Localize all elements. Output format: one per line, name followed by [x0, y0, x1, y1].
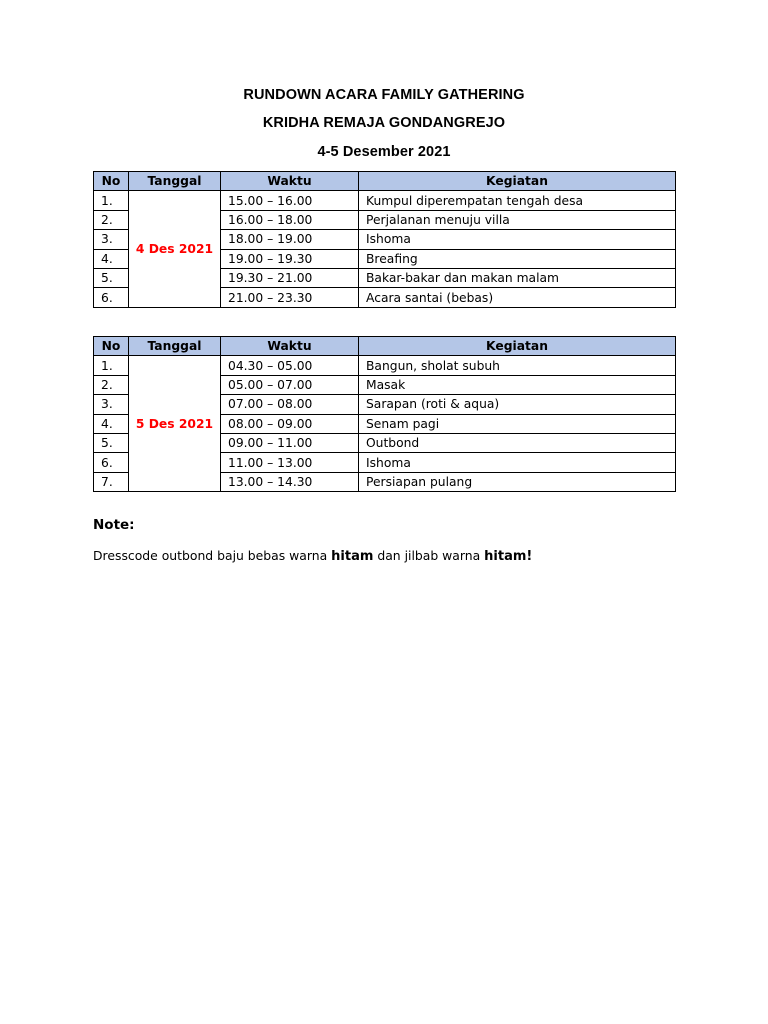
- column-header-time: Waktu: [221, 172, 359, 191]
- row-activity: Perjalanan menuju villa: [359, 210, 676, 229]
- row-time: 18.00 – 19.00: [221, 230, 359, 249]
- table-header-row: [94, 337, 676, 356]
- row-activity: Bakar-bakar dan makan malam: [359, 268, 676, 287]
- row-time: 16.00 – 18.00: [221, 210, 359, 229]
- note-emphasis: hitam!: [484, 549, 533, 564]
- row-time: 21.00 – 23.30: [221, 288, 359, 307]
- row-time: 04.30 – 05.00: [221, 356, 359, 375]
- column-header-activity: Kegiatan: [359, 337, 676, 356]
- table-header-row: [94, 172, 676, 191]
- note-text-part: dan jilbab warna: [373, 548, 485, 563]
- schedule-table-day-2: [93, 336, 676, 492]
- row-time: 15.00 – 16.00: [221, 191, 359, 210]
- row-activity: Bangun, sholat subuh: [359, 356, 676, 375]
- row-time: 07.00 – 08.00: [221, 395, 359, 414]
- document-title: RUNDOWN ACARA FAMILY GATHERING: [243, 87, 525, 103]
- row-time: 11.00 – 13.00: [221, 453, 359, 472]
- column-header-time: Waktu: [221, 337, 359, 356]
- row-activity: Ishoma: [359, 453, 676, 472]
- row-activity: Kumpul diperempatan tengah desa: [359, 191, 676, 210]
- row-time: 08.00 – 09.00: [221, 414, 359, 433]
- row-number: 3.: [94, 230, 129, 249]
- row-time: 13.00 – 14.30: [221, 472, 359, 491]
- row-number: 5.: [94, 433, 129, 452]
- row-number: 3.: [94, 395, 129, 414]
- row-number: 7.: [94, 472, 129, 491]
- row-number: 1.: [94, 191, 129, 210]
- column-header-no: No: [94, 337, 129, 356]
- organization-name: KRIDHA REMAJA GONDANGREJO: [262, 115, 506, 131]
- day-date: 4 Des 2021: [129, 191, 221, 307]
- row-number: 4.: [94, 414, 129, 433]
- row-number: 5.: [94, 268, 129, 287]
- row-number: 2.: [94, 210, 129, 229]
- row-number: 4.: [94, 249, 129, 268]
- event-dates: 4-5 Desember 2021: [317, 144, 451, 160]
- row-time: 09.00 – 11.00: [221, 433, 359, 452]
- row-time: 19.30 – 21.00: [221, 268, 359, 287]
- note-text: [93, 548, 532, 564]
- column-header-no: No: [94, 172, 129, 191]
- row-activity: Breafing: [359, 249, 676, 268]
- schedule-table-day-1: [93, 171, 676, 308]
- row-number: 6.: [94, 288, 129, 307]
- row-time: 19.00 – 19.30: [221, 249, 359, 268]
- row-number: 6.: [94, 453, 129, 472]
- row-activity: Acara santai (bebas): [359, 288, 676, 307]
- note-emphasis: hitam: [331, 549, 374, 564]
- row-activity: Sarapan (roti & aqua): [359, 395, 676, 414]
- row-number: 1.: [94, 356, 129, 375]
- row-activity: Persiapan pulang: [359, 472, 676, 491]
- column-header-activity: Kegiatan: [359, 172, 676, 191]
- table-row: [94, 191, 676, 210]
- row-time: 05.00 – 07.00: [221, 375, 359, 394]
- note-heading: Note:: [93, 517, 135, 533]
- day-date: 5 Des 2021: [129, 356, 221, 492]
- column-header-date: Tanggal: [129, 172, 221, 191]
- row-activity: Masak: [359, 375, 676, 394]
- row-activity: Outbond: [359, 433, 676, 452]
- column-header-date: Tanggal: [129, 337, 221, 356]
- row-activity: Ishoma: [359, 230, 676, 249]
- row-number: 2.: [94, 375, 129, 394]
- table-row: [94, 356, 676, 375]
- note-text-part: Dresscode outbond baju bebas warna: [93, 548, 332, 563]
- row-activity: Senam pagi: [359, 414, 676, 433]
